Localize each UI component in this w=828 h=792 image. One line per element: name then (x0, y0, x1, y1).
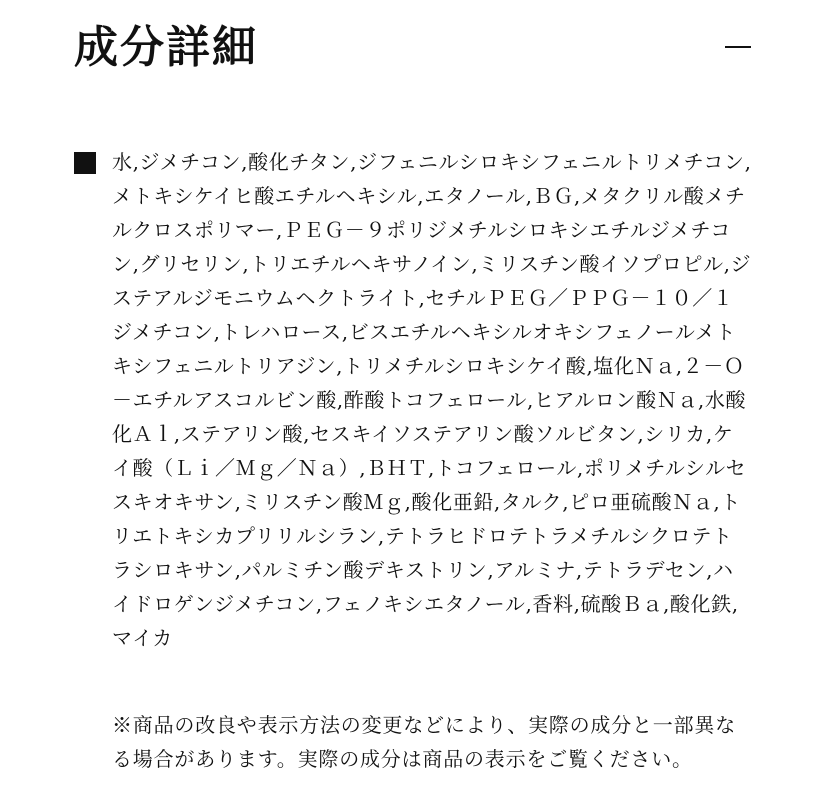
section-header (74, 18, 754, 78)
collapse-toggle-button[interactable] (722, 36, 754, 60)
ingredient-note: ※商品の改良や表示方法の変更などにより、実際の成分と一部異なる場合があります。実際の成分は商品の表示をご覧ください。 (112, 713, 736, 771)
minus-icon (725, 46, 751, 48)
ingredient-text: 水,ジメチコン,酸化チタン,ジフェニルシロキシフェニルトリメチコン,メトキシケイヒ酸エチルヘキシル,エタノール,ＢＧ,メタクリル酸メチルクロスポリマー,ＰＥＧ－９ポリジメチルシロキシエチルジメチコン,グリセリン,トリエチルヘキサノイン,ミリスチン酸イソプロピル,ジステアルジモニウムヘクトライト,セチルＰＥＧ／ＰＰＧ－１０／１ジメチコン,トレハロース,ビスエチルヘキシルオキシフェノールメトキシフェニルトリアジン,トリメチルシロキシケイ酸,塩化Ｎａ,２－Ｏ－エチルアスコルビン酸,酢酸トコフェロール,ヒアルロン酸Ｎａ,水酸化Ａｌ,ステアリン酸,セスキイソステアリン酸ソルビタン,シリカ,ケイ酸（Ｌｉ／Ｍｇ／Ｎａ）,ＢＨＴ,トコフェロール,ポリメチルシルセスキオキサン,ミリスチン酸Ｍｇ,酸化亜鉛,タルク,ピロ亜硫酸Ｎａ,トリエトキシカプリリルシラン,テトラヒドロテトラメチルシクロテトラシロキサン,パルミチン酸デキストリン,アルミナ,テトラデセン,ハイドロゲンジメチコン,フェノキシエタノール,香料,硫酸Ｂａ,酸化鉄,マイカ (112, 150, 752, 650)
ingredient-list (74, 145, 754, 655)
square-bullet-icon (74, 152, 96, 174)
section-title: 成分詳細 (74, 22, 258, 73)
